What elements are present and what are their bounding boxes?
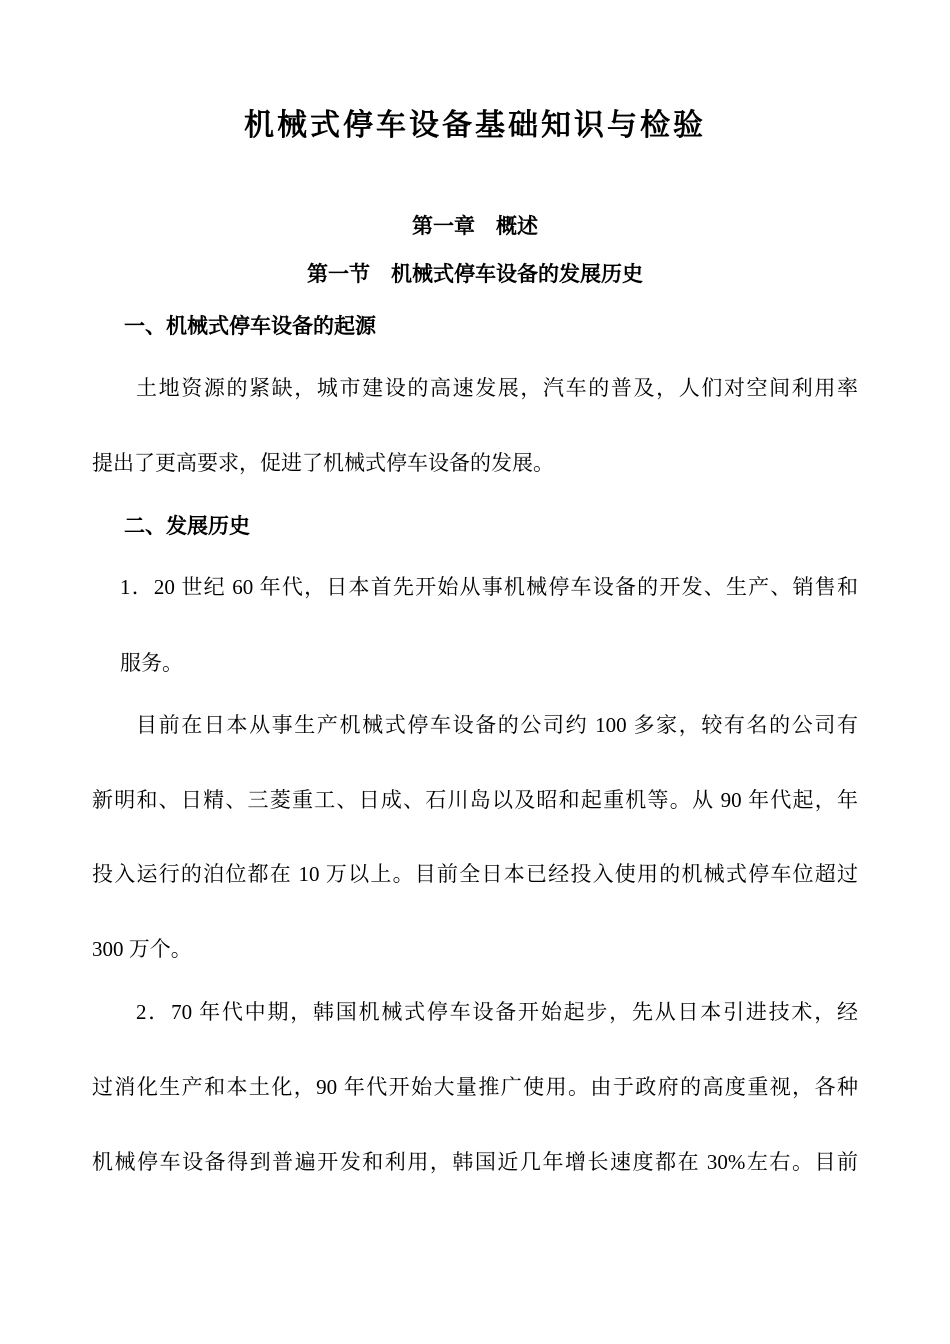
paragraph-line: 提出了更高要求，促进了机械式停车设备的发展。 — [92, 451, 554, 475]
paragraph-line: 服务。 — [120, 651, 183, 675]
paragraph-line: 机械停车设备得到普遍开发和利用，韩国近几年增长速度都在 30%左右。目前 — [92, 1150, 858, 1174]
paragraph-line: 300 万个。 — [92, 937, 192, 961]
paragraph-line: 目前在日本从事生产机械式停车设备的公司约 100 多家，较有名的公司有 — [136, 713, 858, 737]
paragraph-line: 新明和、日精、三菱重工、日成、石川岛以及昭和起重机等。从 90 年代起，年 — [92, 788, 858, 812]
paragraph-line: 投入运行的泊位都在 10 万以上。目前全日本已经投入使用的机械式停车位超过 — [92, 862, 858, 886]
paragraph-line: 2．70 年代中期，韩国机械式停车设备开始起步，先从日本引进技术，经 — [136, 1000, 858, 1024]
paragraph-line: 土地资源的紧缺，城市建设的高速发展，汽车的普及，人们对空间利用率 — [136, 376, 858, 400]
paragraph-line: 过消化生产和本土化，90 年代开始大量推广使用。由于政府的高度重视，各种 — [92, 1075, 858, 1099]
paragraph-line: 1．20 世纪 60 年代，日本首先开始从事机械停车设备的开发、生产、销售和 — [120, 575, 858, 599]
subheading-origin: 一、机械式停车设备的起源 — [124, 314, 376, 338]
subheading-history: 二、发展历史 — [124, 514, 250, 538]
chapter-heading: 第一章 概述 — [412, 214, 538, 238]
document-title: 机械式停车设备基础知识与检验 — [244, 109, 706, 142]
section-heading: 第一节 机械式停车设备的发展历史 — [307, 262, 643, 286]
